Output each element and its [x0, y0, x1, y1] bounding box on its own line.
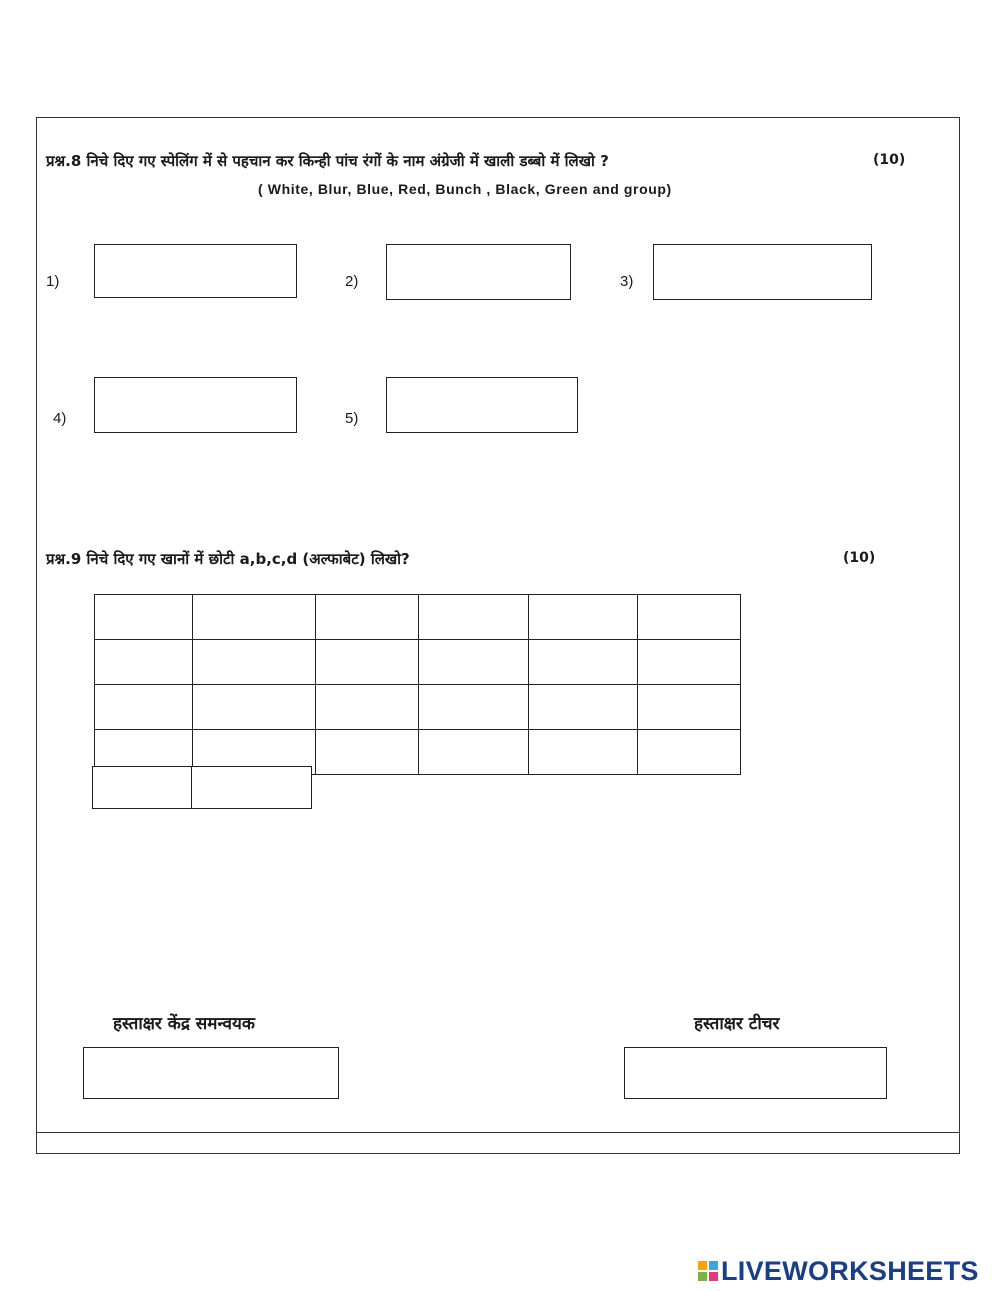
coordinator-signature-box[interactable] [83, 1047, 339, 1099]
answer-label-3: 3) [620, 273, 634, 290]
grid-cell[interactable] [529, 594, 641, 640]
answer-box-3[interactable] [653, 244, 872, 300]
grid-cell[interactable] [193, 684, 319, 730]
footer-divider [36, 1132, 960, 1133]
grid-cell[interactable] [316, 729, 422, 775]
grid-cell[interactable] [419, 594, 532, 640]
grid-cell[interactable] [529, 729, 641, 775]
grid-row [95, 595, 741, 640]
q9-question: प्रश्न.9 निचे दिए गए खानों में छोटी a,b,c,d (अल्फाबेट) लिखो? [46, 550, 410, 568]
logo-mark-icon [698, 1261, 718, 1281]
q8-marks: (10) [873, 152, 906, 168]
grid-cell[interactable] [95, 594, 196, 640]
grid-cell[interactable] [193, 639, 319, 685]
answer-label-4: 4) [53, 410, 67, 427]
q8-word-list: ( White, Blur, Blue, Red, Bunch , Black, Green and group) [258, 181, 672, 197]
alphabet-grid [94, 594, 741, 775]
grid-row [95, 640, 741, 685]
grid-extra-cell-1[interactable] [92, 766, 193, 809]
teacher-signature-label: हस्ताक्षर टीचर [694, 1014, 780, 1034]
logo-text: LIVEWORKSHEETS [721, 1255, 979, 1286]
answer-label-5: 5) [345, 410, 359, 427]
grid-cell[interactable] [638, 594, 744, 640]
grid-cell[interactable] [419, 684, 532, 730]
grid-cell[interactable] [638, 639, 744, 685]
grid-cell[interactable] [95, 684, 196, 730]
answer-label-1: 1) [46, 273, 60, 290]
grid-cell[interactable] [193, 594, 319, 640]
answer-label-2: 2) [345, 273, 359, 290]
grid-cell[interactable] [638, 729, 744, 775]
grid-row [95, 685, 741, 730]
grid-cell[interactable] [316, 684, 422, 730]
q8-question: प्रश्न.8 निचे दिए गए स्पेलिंग में से पहचान कर किन्ही पांच रंगों के नाम अंग्रेजी में खाली डब्बो में लिखो ? [46, 152, 609, 170]
grid-cell[interactable] [419, 639, 532, 685]
grid-cell[interactable] [529, 639, 641, 685]
grid-cell[interactable] [638, 684, 744, 730]
grid-cell[interactable] [316, 639, 422, 685]
grid-cell[interactable] [95, 639, 196, 685]
q9-marks: (10) [843, 550, 876, 566]
teacher-signature-box[interactable] [624, 1047, 887, 1099]
grid-cell[interactable] [316, 594, 422, 640]
grid-cell[interactable] [529, 684, 641, 730]
liveworksheets-logo [698, 1256, 979, 1286]
grid-extra-cell-2[interactable] [191, 766, 312, 809]
answer-box-1[interactable] [94, 244, 297, 298]
answer-box-5[interactable] [386, 377, 578, 433]
grid-cell[interactable] [419, 729, 532, 775]
answer-box-2[interactable] [386, 244, 571, 300]
coordinator-signature-label: हस्ताक्षर केंद्र समन्वयक [113, 1014, 255, 1034]
answer-box-4[interactable] [94, 377, 297, 433]
